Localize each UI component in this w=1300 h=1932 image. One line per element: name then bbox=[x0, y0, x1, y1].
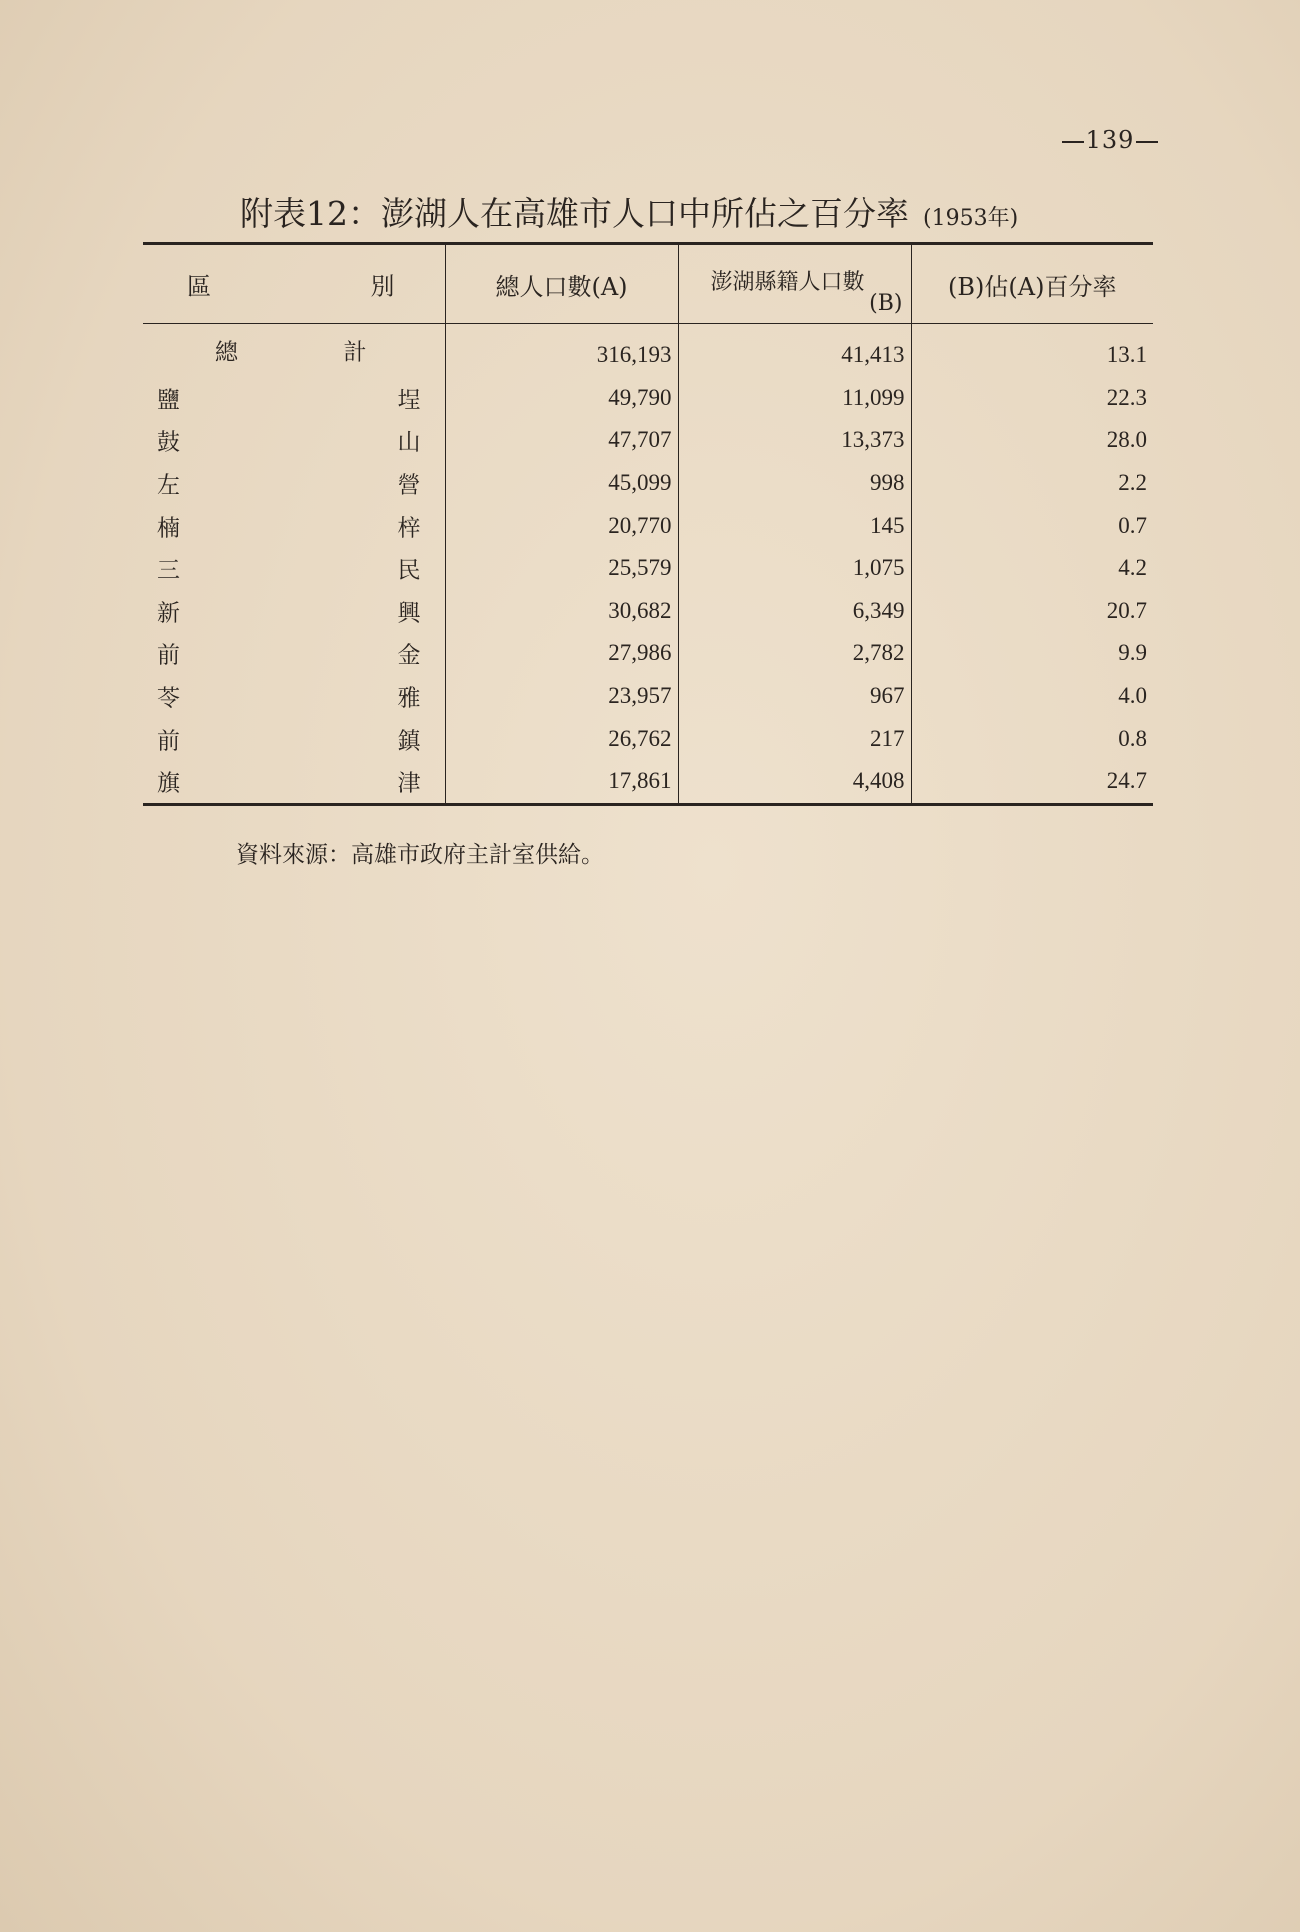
header-percentage: (B)佔(A)百分率 bbox=[911, 244, 1153, 324]
penghu-population-cell: 1,075 bbox=[678, 547, 911, 590]
table-row bbox=[143, 419, 1153, 462]
table-row bbox=[143, 760, 1153, 804]
percentage-cell: 20.7 bbox=[911, 590, 1153, 633]
header-penghu-population: 澎湖縣籍人口數 (B) bbox=[678, 244, 911, 324]
district-cell: 前 鎮 bbox=[157, 728, 421, 754]
percentage-cell: 28.0 bbox=[911, 419, 1153, 462]
table-header-row bbox=[143, 244, 1153, 324]
total-population-cell: 26,762 bbox=[445, 717, 678, 760]
table-row bbox=[143, 590, 1153, 633]
district-cell: 前 金 bbox=[157, 642, 421, 668]
percentage-cell: 0.7 bbox=[911, 504, 1153, 547]
header-total-population: 總人口數(A) bbox=[445, 244, 678, 324]
penghu-population-cell: 4,408 bbox=[678, 760, 911, 804]
source-note: 資料來源：高雄市政府主計室供給。 bbox=[236, 842, 604, 868]
total-population-cell: 316,193 bbox=[445, 324, 678, 377]
district-cell: 楠 梓 bbox=[157, 515, 421, 541]
percentage-cell: 4.0 bbox=[911, 675, 1153, 718]
percentage-cell: 24.7 bbox=[911, 760, 1153, 804]
percentage-cell: 4.2 bbox=[911, 547, 1153, 590]
penghu-population-cell: 967 bbox=[678, 675, 911, 718]
penghu-population-cell: 13,373 bbox=[678, 419, 911, 462]
penghu-population-cell: 217 bbox=[678, 717, 911, 760]
population-table bbox=[143, 242, 1153, 806]
table-title bbox=[240, 188, 1090, 235]
penghu-population-cell: 11,099 bbox=[678, 377, 911, 420]
district-cell: 三 民 bbox=[157, 557, 421, 583]
total-population-cell: 27,986 bbox=[445, 632, 678, 675]
table-total-row bbox=[143, 324, 1153, 377]
percentage-cell: 9.9 bbox=[911, 632, 1153, 675]
district-cell: 苓 雅 bbox=[157, 685, 421, 711]
percentage-cell: 0.8 bbox=[911, 717, 1153, 760]
total-population-cell: 25,579 bbox=[445, 547, 678, 590]
district-cell: 旗 津 bbox=[157, 770, 421, 796]
district-cell: 左 營 bbox=[157, 472, 421, 498]
table-row bbox=[143, 632, 1153, 675]
total-population-cell: 23,957 bbox=[445, 675, 678, 718]
table-title-year: (1953年) bbox=[923, 206, 1019, 231]
percentage-cell: 2.2 bbox=[911, 462, 1153, 505]
district-cell: 新 興 bbox=[157, 600, 421, 626]
district-cell: 鹽 埕 bbox=[157, 387, 421, 413]
total-population-cell: 30,682 bbox=[445, 590, 678, 633]
table-title-text: 附表12：澎湖人在高雄市人口中所佔之百分率 bbox=[240, 194, 909, 233]
table-row bbox=[143, 504, 1153, 547]
table-row bbox=[143, 675, 1153, 718]
table-row bbox=[143, 377, 1153, 420]
total-population-cell: 47,707 bbox=[445, 419, 678, 462]
penghu-population-cell: 998 bbox=[678, 462, 911, 505]
penghu-population-cell: 41,413 bbox=[678, 324, 911, 377]
percentage-cell: 22.3 bbox=[911, 377, 1153, 420]
total-population-cell: 17,861 bbox=[445, 760, 678, 804]
total-population-cell: 49,790 bbox=[445, 377, 678, 420]
page-number: 139 bbox=[1050, 126, 1170, 154]
table-row bbox=[143, 547, 1153, 590]
percentage-cell: 13.1 bbox=[911, 324, 1153, 377]
table-row bbox=[143, 462, 1153, 505]
total-population-cell: 45,099 bbox=[445, 462, 678, 505]
total-population-cell: 20,770 bbox=[445, 504, 678, 547]
district-cell: 總 計 bbox=[215, 339, 367, 365]
header-district: 區 別 bbox=[143, 244, 445, 324]
penghu-population-cell: 2,782 bbox=[678, 632, 911, 675]
table-row bbox=[143, 717, 1153, 760]
district-cell: 鼓 山 bbox=[157, 429, 421, 455]
penghu-population-cell: 6,349 bbox=[678, 590, 911, 633]
penghu-population-cell: 145 bbox=[678, 504, 911, 547]
